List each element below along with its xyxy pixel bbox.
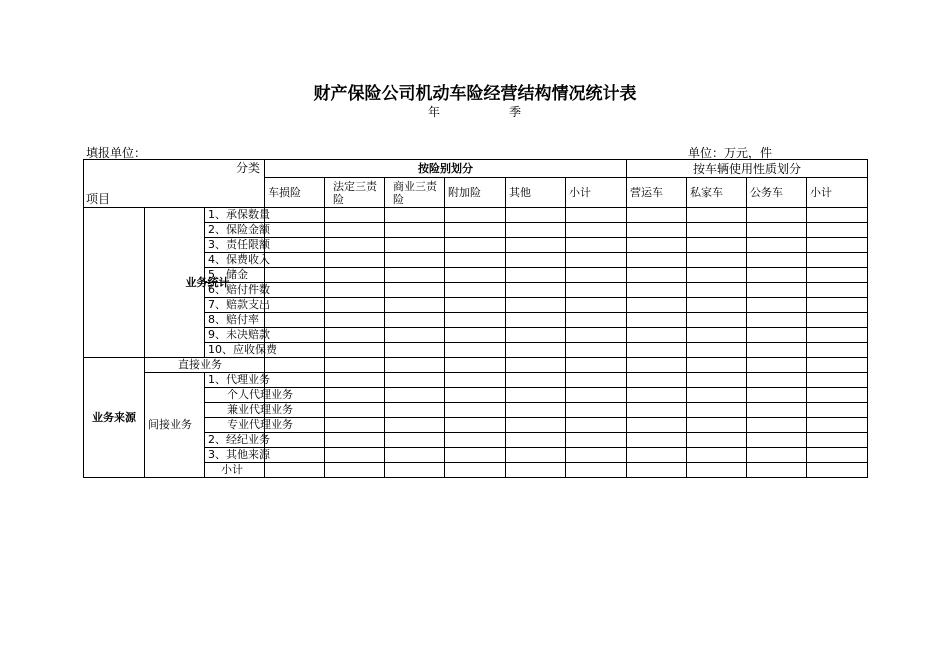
data-cell[interactable]: [445, 463, 506, 478]
data-cell[interactable]: [506, 373, 566, 388]
data-cell[interactable]: [807, 268, 868, 283]
data-cell[interactable]: [747, 403, 807, 418]
data-cell[interactable]: [627, 313, 687, 328]
data-cell[interactable]: [445, 388, 506, 403]
project-label: 项目: [86, 192, 111, 206]
data-cell[interactable]: [627, 388, 687, 403]
data-cell[interactable]: [566, 328, 627, 343]
data-cell[interactable]: [747, 418, 807, 433]
row-label: 1、代理业务: [205, 373, 265, 388]
data-cell[interactable]: [506, 418, 566, 433]
data-cell[interactable]: [385, 283, 445, 298]
row-label: 9、未决赔款: [205, 328, 265, 343]
data-cell[interactable]: [265, 253, 325, 268]
row-label: 3、责任限额: [205, 238, 265, 253]
data-cell[interactable]: [445, 448, 506, 463]
fill-unit-label: 填报单位：: [86, 146, 147, 160]
data-cell[interactable]: [325, 238, 385, 253]
data-cell[interactable]: [265, 238, 325, 253]
data-cell[interactable]: [687, 208, 747, 223]
data-cell[interactable]: [566, 313, 627, 328]
table-row: [84, 208, 868, 223]
data-cell[interactable]: [566, 223, 627, 238]
data-cell[interactable]: [687, 418, 747, 433]
data-cell[interactable]: [747, 433, 807, 448]
data-cell[interactable]: [325, 223, 385, 238]
data-cell[interactable]: [265, 298, 325, 313]
data-cell[interactable]: [385, 463, 445, 478]
season-label: 季: [509, 105, 522, 119]
group-by-risk-header: 按险别划分: [265, 160, 627, 178]
data-cell[interactable]: [687, 463, 747, 478]
data-cell[interactable]: [385, 433, 445, 448]
data-cell[interactable]: [687, 253, 747, 268]
section-label-business-source: 业务来源: [84, 358, 145, 478]
data-cell[interactable]: [506, 268, 566, 283]
data-cell[interactable]: [445, 268, 506, 283]
data-cell[interactable]: [747, 328, 807, 343]
statistics-table: [83, 159, 868, 478]
data-cell[interactable]: [687, 238, 747, 253]
data-cell[interactable]: [566, 238, 627, 253]
section-label-text: 业务统计: [185, 275, 230, 289]
data-cell[interactable]: [325, 283, 385, 298]
data-cell[interactable]: [506, 358, 566, 373]
year-label: 年: [428, 105, 441, 119]
data-cell[interactable]: [506, 448, 566, 463]
data-cell[interactable]: [385, 343, 445, 358]
data-cell[interactable]: [265, 463, 325, 478]
data-cell[interactable]: [747, 208, 807, 223]
data-cell[interactable]: [807, 298, 868, 313]
column-header: 小计: [566, 178, 627, 208]
data-cell[interactable]: [566, 343, 627, 358]
data-cell[interactable]: [687, 268, 747, 283]
row-label: 6、赔付件数: [205, 283, 265, 298]
data-cell[interactable]: [627, 298, 687, 313]
data-cell[interactable]: [747, 313, 807, 328]
data-cell[interactable]: [325, 343, 385, 358]
data-cell[interactable]: [627, 283, 687, 298]
data-cell[interactable]: [807, 373, 868, 388]
row-label: 1、承保数量: [205, 208, 265, 223]
data-cell[interactable]: [385, 418, 445, 433]
data-cell[interactable]: [385, 208, 445, 223]
category-label: 分类: [236, 161, 261, 175]
row-label: 个人代理业务: [205, 388, 265, 403]
data-cell[interactable]: [265, 208, 325, 223]
data-cell[interactable]: [747, 253, 807, 268]
data-cell[interactable]: [807, 208, 868, 223]
data-cell[interactable]: [566, 283, 627, 298]
data-cell[interactable]: [627, 373, 687, 388]
table-row: [84, 373, 868, 388]
document-title: 财产保险公司机动车险经营结构情况统计表: [313, 84, 637, 104]
column-header: 公务车: [747, 178, 807, 208]
data-cell[interactable]: [687, 403, 747, 418]
data-cell[interactable]: [325, 463, 385, 478]
data-cell[interactable]: [807, 448, 868, 463]
data-cell[interactable]: [687, 343, 747, 358]
data-cell[interactable]: [385, 313, 445, 328]
data-cell[interactable]: [807, 403, 868, 418]
data-cell[interactable]: [325, 418, 385, 433]
data-cell[interactable]: [747, 358, 807, 373]
row-label: 4、保费收入: [205, 253, 265, 268]
data-cell[interactable]: [385, 388, 445, 403]
data-cell[interactable]: [265, 283, 325, 298]
data-cell[interactable]: [265, 448, 325, 463]
data-cell[interactable]: [445, 313, 506, 328]
data-cell[interactable]: [265, 268, 325, 283]
row-label: 10、应收保费: [205, 343, 265, 358]
data-cell[interactable]: [325, 253, 385, 268]
data-cell[interactable]: [566, 298, 627, 313]
row-label: 专业代理业务: [205, 418, 265, 433]
data-cell[interactable]: [445, 433, 506, 448]
data-cell[interactable]: [747, 343, 807, 358]
data-cell[interactable]: [807, 358, 868, 373]
data-cell[interactable]: [566, 268, 627, 283]
data-cell[interactable]: [747, 388, 807, 403]
column-header: 营运车: [627, 178, 687, 208]
data-cell[interactable]: [747, 373, 807, 388]
data-cell[interactable]: [566, 253, 627, 268]
data-cell[interactable]: [627, 253, 687, 268]
data-cell[interactable]: [807, 238, 868, 253]
section-left-blank: [84, 208, 145, 358]
data-cell[interactable]: [325, 313, 385, 328]
column-header: 小计: [807, 178, 868, 208]
data-cell[interactable]: [627, 448, 687, 463]
data-cell[interactable]: [325, 208, 385, 223]
unit-label: 单位：万元，件: [688, 146, 773, 160]
row-label: 2、经纪业务: [205, 433, 265, 448]
data-cell[interactable]: [506, 298, 566, 313]
column-header: 法定三责险: [325, 178, 385, 208]
data-cell[interactable]: [566, 403, 627, 418]
data-cell[interactable]: [566, 388, 627, 403]
data-cell[interactable]: [506, 223, 566, 238]
data-cell[interactable]: [566, 358, 627, 373]
column-header: 附加险: [445, 178, 506, 208]
data-cell[interactable]: [385, 358, 445, 373]
data-cell[interactable]: [325, 328, 385, 343]
data-cell[interactable]: [627, 343, 687, 358]
data-cell[interactable]: [687, 433, 747, 448]
data-cell[interactable]: [265, 358, 325, 373]
data-cell[interactable]: [807, 223, 868, 238]
data-cell[interactable]: [506, 343, 566, 358]
data-cell[interactable]: [687, 358, 747, 373]
data-cell[interactable]: [807, 433, 868, 448]
data-cell[interactable]: [807, 313, 868, 328]
row-label: 5、储金: [205, 268, 265, 283]
data-cell[interactable]: [385, 298, 445, 313]
data-cell[interactable]: [627, 328, 687, 343]
business-source-section: [84, 358, 868, 478]
data-cell[interactable]: [566, 373, 627, 388]
data-cell[interactable]: [265, 433, 325, 448]
data-cell[interactable]: [265, 373, 325, 388]
data-cell[interactable]: [687, 298, 747, 313]
data-cell[interactable]: [807, 418, 868, 433]
data-cell[interactable]: [325, 373, 385, 388]
data-cell[interactable]: [385, 223, 445, 238]
row-label: 小计: [205, 463, 265, 478]
data-cell[interactable]: [506, 238, 566, 253]
data-cell[interactable]: [747, 448, 807, 463]
data-cell[interactable]: [506, 313, 566, 328]
data-cell[interactable]: [445, 253, 506, 268]
data-cell[interactable]: [325, 268, 385, 283]
data-cell[interactable]: [627, 418, 687, 433]
data-cell[interactable]: [627, 358, 687, 373]
data-cell[interactable]: [385, 238, 445, 253]
data-cell[interactable]: [687, 283, 747, 298]
data-cell[interactable]: [627, 223, 687, 238]
data-cell[interactable]: [265, 328, 325, 343]
data-cell[interactable]: [687, 328, 747, 343]
data-cell[interactable]: [325, 433, 385, 448]
data-cell[interactable]: [385, 373, 445, 388]
indirect-business-label: 间接业务: [145, 373, 205, 478]
data-cell[interactable]: [506, 208, 566, 223]
data-cell[interactable]: [747, 298, 807, 313]
data-cell[interactable]: [325, 448, 385, 463]
row-label: 7、赔款支出: [205, 298, 265, 313]
data-cell[interactable]: [627, 238, 687, 253]
data-cell[interactable]: [325, 388, 385, 403]
group-by-vehicle-header: 按车辆使用性质划分: [627, 160, 868, 178]
data-cell[interactable]: [445, 298, 506, 313]
data-cell[interactable]: [325, 358, 385, 373]
data-cell[interactable]: [385, 253, 445, 268]
data-cell[interactable]: [807, 388, 868, 403]
data-cell[interactable]: [747, 283, 807, 298]
data-cell[interactable]: [747, 238, 807, 253]
data-cell[interactable]: [445, 343, 506, 358]
row-label: 2、保险金额: [205, 223, 265, 238]
data-cell[interactable]: [506, 388, 566, 403]
data-cell[interactable]: [265, 313, 325, 328]
data-cell[interactable]: [627, 268, 687, 283]
data-cell[interactable]: [445, 328, 506, 343]
data-cell[interactable]: [747, 268, 807, 283]
data-cell[interactable]: [325, 298, 385, 313]
data-cell[interactable]: [506, 328, 566, 343]
data-cell[interactable]: [807, 253, 868, 268]
data-cell[interactable]: [807, 343, 868, 358]
data-cell[interactable]: [687, 373, 747, 388]
data-cell[interactable]: [807, 283, 868, 298]
data-cell[interactable]: [506, 253, 566, 268]
row-label: 8、赔付率: [205, 313, 265, 328]
row-label: 3、其他来源: [205, 448, 265, 463]
data-cell[interactable]: [445, 238, 506, 253]
data-cell[interactable]: [566, 448, 627, 463]
data-cell[interactable]: [265, 223, 325, 238]
data-cell[interactable]: [506, 403, 566, 418]
data-cell[interactable]: [566, 433, 627, 448]
data-cell[interactable]: [747, 223, 807, 238]
data-cell[interactable]: [445, 358, 506, 373]
data-cell[interactable]: [687, 388, 747, 403]
data-cell[interactable]: [385, 403, 445, 418]
data-cell[interactable]: [687, 223, 747, 238]
data-cell[interactable]: [445, 403, 506, 418]
data-cell[interactable]: [445, 283, 506, 298]
column-header: 商业三责险: [385, 178, 445, 208]
row-label: 直接业务: [145, 358, 265, 373]
data-cell[interactable]: [627, 463, 687, 478]
data-cell[interactable]: [506, 283, 566, 298]
row-label: 兼业代理业务: [205, 403, 265, 418]
data-cell[interactable]: [807, 328, 868, 343]
data-cell[interactable]: [445, 223, 506, 238]
data-cell[interactable]: [566, 418, 627, 433]
data-cell[interactable]: [566, 463, 627, 478]
data-cell[interactable]: [687, 448, 747, 463]
data-cell[interactable]: [445, 208, 506, 223]
header-corner-cell: [84, 160, 265, 208]
data-cell[interactable]: [566, 208, 627, 223]
data-cell[interactable]: [807, 463, 868, 478]
data-cell[interactable]: [687, 313, 747, 328]
data-cell[interactable]: [445, 418, 506, 433]
column-header: 私家车: [687, 178, 747, 208]
data-cell[interactable]: [385, 328, 445, 343]
column-header: 其他: [506, 178, 566, 208]
data-cell[interactable]: [627, 208, 687, 223]
data-cell[interactable]: [747, 463, 807, 478]
data-cell[interactable]: [506, 433, 566, 448]
column-header: 车损险: [265, 178, 325, 208]
business-statistics-section: [84, 208, 868, 358]
data-cell[interactable]: [385, 448, 445, 463]
data-cell[interactable]: [325, 403, 385, 418]
data-cell[interactable]: [385, 268, 445, 283]
data-cell[interactable]: [627, 403, 687, 418]
data-cell[interactable]: [627, 433, 687, 448]
data-cell[interactable]: [506, 463, 566, 478]
data-cell[interactable]: [445, 373, 506, 388]
table-row: [84, 358, 868, 373]
